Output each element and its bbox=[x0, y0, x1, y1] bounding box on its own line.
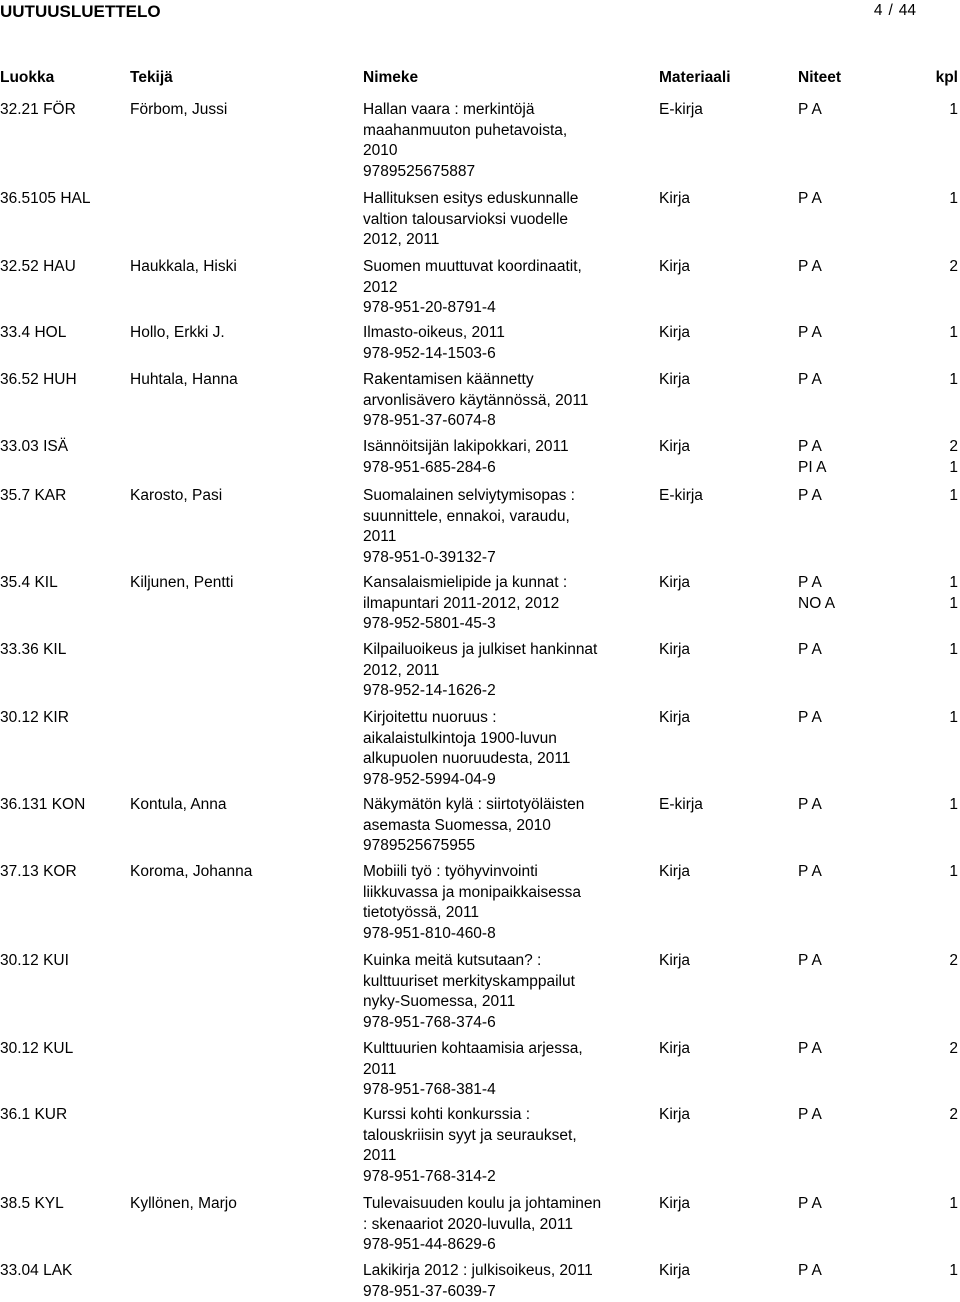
title-cell bbox=[363, 1261, 593, 1302]
author: Karosto, Pasi bbox=[130, 487, 223, 504]
note-code: P A bbox=[798, 574, 822, 591]
isbn: 978-951-44-8629-6 bbox=[363, 1236, 496, 1253]
page-current: 4 bbox=[873, 2, 883, 19]
title-line: Rakentamisen käännetty bbox=[363, 371, 534, 388]
quantity-cell bbox=[949, 951, 958, 972]
title-line: asemasta Suomessa, 2010 bbox=[363, 816, 551, 834]
class-code: 30.12 KUI bbox=[0, 952, 69, 969]
note-code: P A bbox=[798, 709, 822, 726]
note-code: P A bbox=[798, 863, 822, 880]
title-cell bbox=[363, 189, 578, 251]
class-code: 36.1 KUR bbox=[0, 1106, 68, 1123]
title-line: Isännöitsijän lakipokkari, 2011 bbox=[363, 438, 569, 455]
column-header-title: Nimeke bbox=[363, 69, 419, 86]
notes-cell bbox=[798, 323, 822, 344]
quantity-cell bbox=[949, 486, 958, 507]
title-line: Kurssi kohti konkurssia : bbox=[363, 1106, 531, 1123]
page-separator: / bbox=[888, 2, 893, 19]
class-code: 36.131 KON bbox=[0, 796, 86, 813]
author: Huhtala, Hanna bbox=[130, 371, 238, 388]
quantity: 2 bbox=[949, 258, 958, 275]
class-code: 38.5 KYL bbox=[0, 1195, 64, 1212]
quantity-cell bbox=[949, 1105, 958, 1126]
quantity: 1 bbox=[949, 324, 958, 341]
author: Hollo, Erkki J. bbox=[130, 324, 225, 341]
class-code: 36.52 HUH bbox=[0, 371, 77, 388]
title-line: alkupuolen nuoruudesta, 2011 bbox=[363, 750, 571, 767]
isbn: 978-951-0-39132-7 bbox=[363, 548, 496, 566]
title-cell bbox=[363, 486, 575, 568]
class-code: 36.5105 HAL bbox=[0, 190, 91, 207]
quantity: 1 bbox=[949, 796, 958, 813]
title-cell bbox=[363, 951, 575, 1033]
isbn: 978-951-810-460-8 bbox=[363, 924, 496, 942]
title-cell bbox=[363, 100, 567, 182]
note-code: NO A bbox=[798, 594, 836, 612]
notes-cell bbox=[798, 257, 822, 278]
title-line: ilmapuntari 2011-2012, 2012 bbox=[363, 594, 560, 612]
title-cell bbox=[363, 1039, 583, 1101]
column-header-author: Tekijä bbox=[130, 69, 173, 86]
title-line: Ilmasto-oikeus, 2011 bbox=[363, 324, 505, 341]
quantity: 1 bbox=[949, 458, 958, 476]
quantity-cell bbox=[949, 257, 958, 278]
title-cell bbox=[363, 795, 584, 857]
title-line: 2011 bbox=[363, 1060, 397, 1078]
material-type: Kirja bbox=[659, 371, 691, 388]
quantity: 2 bbox=[949, 1106, 958, 1123]
quantity-cell bbox=[949, 189, 958, 210]
title-cell bbox=[363, 1194, 601, 1256]
title-line: 2011 bbox=[363, 528, 397, 545]
note-code: P A bbox=[798, 1040, 822, 1057]
title-line: aikalaistulkintoja 1900-luvun bbox=[363, 729, 557, 747]
title-line: kulttuuriset merkityskamppailut bbox=[363, 972, 575, 990]
title-line: tietotyössä, 2011 bbox=[363, 904, 480, 921]
isbn: 978-951-768-314-2 bbox=[363, 1167, 496, 1185]
material-type: E-kirja bbox=[659, 796, 703, 813]
column-header-material: Materiaali bbox=[659, 69, 731, 86]
quantity: 1 bbox=[949, 594, 958, 612]
notes-cell bbox=[798, 370, 822, 391]
isbn: 978-952-14-1626-2 bbox=[363, 682, 496, 699]
quantity: 1 bbox=[949, 371, 958, 388]
quantity-cell bbox=[949, 1039, 958, 1060]
notes-cell bbox=[798, 951, 822, 972]
isbn: 978-951-768-374-6 bbox=[363, 1013, 496, 1031]
note-code: P A bbox=[798, 190, 822, 207]
note-code: P A bbox=[798, 952, 822, 969]
class-code: 32.21 FÖR bbox=[0, 101, 76, 118]
title-cell bbox=[363, 862, 581, 944]
quantity-cell bbox=[949, 1261, 958, 1282]
note-code: P A bbox=[798, 641, 822, 658]
notes-cell bbox=[798, 708, 822, 729]
class-code: 30.12 KIR bbox=[0, 709, 69, 726]
quantity: 1 bbox=[949, 101, 958, 118]
notes-cell bbox=[798, 862, 822, 883]
quantity-cell bbox=[949, 795, 958, 816]
quantity: 1 bbox=[949, 190, 958, 207]
title-cell bbox=[363, 437, 569, 478]
author: Kyllönen, Marjo bbox=[130, 1195, 237, 1212]
title-line: : skenaariot 2020-luvulla, 2011 bbox=[363, 1215, 573, 1233]
material-type: Kirja bbox=[659, 863, 691, 880]
material-type: E-kirja bbox=[659, 487, 703, 504]
notes-cell bbox=[798, 486, 822, 507]
title-line: arvonlisävero käytännössä, 2011 bbox=[363, 391, 589, 409]
quantity: 1 bbox=[949, 709, 958, 726]
quantity-cell bbox=[949, 862, 958, 883]
class-code: 30.12 KUL bbox=[0, 1040, 74, 1057]
note-code: P A bbox=[798, 1262, 822, 1279]
title-line: Hallan vaara : merkintöjä bbox=[363, 101, 535, 118]
author: Kiljunen, Pentti bbox=[130, 574, 234, 591]
quantity: 1 bbox=[949, 574, 958, 591]
note-code: P A bbox=[798, 796, 822, 813]
title-cell bbox=[363, 708, 570, 790]
notes-cell bbox=[798, 1105, 822, 1126]
title-cell bbox=[363, 573, 567, 635]
note-code: P A bbox=[798, 1195, 822, 1212]
title-line: suunnittele, ennakoi, varaudu, bbox=[363, 507, 570, 525]
isbn: 978-951-37-6074-8 bbox=[363, 412, 496, 429]
note-code: P A bbox=[798, 371, 822, 388]
quantity-cell bbox=[949, 708, 958, 729]
title-line: Hallituksen esitys eduskunnalle bbox=[363, 190, 579, 207]
class-code: 33.03 ISÄ bbox=[0, 438, 69, 455]
title-line: 2011 bbox=[363, 1147, 397, 1164]
notes-cell bbox=[798, 573, 835, 614]
title-cell bbox=[363, 323, 505, 364]
quantity-cell bbox=[949, 437, 958, 478]
class-code: 35.4 KIL bbox=[0, 574, 58, 591]
quantity: 1 bbox=[949, 1195, 958, 1212]
quantity-cell bbox=[949, 640, 958, 661]
isbn: 978-951-685-284-6 bbox=[363, 458, 496, 476]
quantity-cell bbox=[949, 370, 958, 391]
title-line: Lakikirja 2012 : julkisoikeus, 2011 bbox=[363, 1262, 593, 1279]
isbn: 978-952-14-1503-6 bbox=[363, 344, 496, 362]
title-line: Kansalaismielipide ja kunnat : bbox=[363, 574, 568, 591]
title-line: Kulttuurien kohtaamisia arjessa, bbox=[363, 1040, 583, 1057]
quantity-cell bbox=[949, 1194, 958, 1215]
column-header-notes: Niteet bbox=[798, 69, 842, 86]
title-cell bbox=[363, 640, 597, 702]
quantity: 2 bbox=[949, 952, 958, 969]
material-type: E-kirja bbox=[659, 101, 703, 118]
class-code: 33.4 HOL bbox=[0, 324, 67, 341]
material-type: Kirja bbox=[659, 324, 691, 341]
class-code: 32.52 HAU bbox=[0, 258, 76, 275]
note-code: P A bbox=[798, 487, 822, 504]
isbn: 978-952-5801-45-3 bbox=[363, 615, 496, 632]
column-header-class: Luokka bbox=[0, 69, 55, 86]
title-line: talouskriisin syyt ja seuraukset, bbox=[363, 1126, 577, 1144]
quantity-cell bbox=[949, 323, 958, 344]
notes-cell bbox=[798, 1194, 822, 1215]
title-line: valtion talousarvioksi vuodelle bbox=[363, 210, 569, 228]
material-type: Kirja bbox=[659, 1195, 691, 1212]
class-code: 37.13 KOR bbox=[0, 863, 77, 880]
title-line: Kirjoitettu nuoruus : bbox=[363, 709, 497, 726]
material-type: Kirja bbox=[659, 438, 691, 455]
isbn: 9789525675955 bbox=[363, 837, 476, 854]
title-cell bbox=[363, 1105, 577, 1187]
title-line: maahanmuuton puhetavoista, bbox=[363, 121, 568, 139]
class-code: 33.04 LAK bbox=[0, 1262, 73, 1279]
isbn: 9789525675887 bbox=[363, 162, 476, 180]
quantity-cell bbox=[949, 100, 958, 121]
quantity: 2 bbox=[949, 1040, 958, 1057]
material-type: Kirja bbox=[659, 574, 691, 591]
note-code: PI A bbox=[798, 458, 827, 476]
title-line: 2012, 2011 bbox=[363, 231, 440, 248]
class-code: 35.7 KAR bbox=[0, 487, 67, 504]
material-type: Kirja bbox=[659, 190, 691, 207]
isbn: 978-952-5994-04-9 bbox=[363, 770, 496, 788]
note-code: P A bbox=[798, 438, 822, 455]
title-line: Suomen muuttuvat koordinaatit, bbox=[363, 258, 582, 275]
material-type: Kirja bbox=[659, 641, 691, 658]
note-code: P A bbox=[798, 324, 822, 341]
notes-cell bbox=[798, 189, 822, 210]
quantity-cell bbox=[949, 573, 958, 614]
title-line: nyky-Suomessa, 2011 bbox=[363, 993, 516, 1010]
isbn: 978-951-37-6039-7 bbox=[363, 1282, 496, 1300]
class-code: 33.36 KIL bbox=[0, 641, 67, 658]
author: Koroma, Johanna bbox=[130, 863, 253, 880]
title-line: liikkuvassa ja monipaikkaisessa bbox=[363, 883, 581, 901]
material-type: Kirja bbox=[659, 1106, 691, 1123]
note-code: P A bbox=[798, 1106, 822, 1123]
title-line: Tulevaisuuden koulu ja johtaminen bbox=[363, 1195, 602, 1212]
material-type: Kirja bbox=[659, 709, 691, 726]
notes-cell bbox=[798, 437, 826, 478]
author: Kontula, Anna bbox=[130, 796, 227, 813]
title-line: 2010 bbox=[363, 142, 398, 159]
title-line: 2012, 2011 bbox=[363, 661, 440, 679]
note-code: P A bbox=[798, 101, 822, 118]
notes-cell bbox=[798, 1261, 822, 1282]
quantity: 1 bbox=[949, 641, 958, 658]
author: Haukkala, Hiski bbox=[130, 258, 237, 275]
material-type: Kirja bbox=[659, 1262, 691, 1279]
material-type: Kirja bbox=[659, 952, 691, 969]
title-line: Mobiili työ : työhyvinvointi bbox=[363, 863, 538, 880]
quantity: 1 bbox=[949, 1262, 958, 1279]
title-line: Kuinka meitä kutsutaan? : bbox=[363, 952, 542, 969]
notes-cell bbox=[798, 640, 822, 661]
page-title: UUTUUSLUETTELO bbox=[0, 2, 161, 21]
quantity: 1 bbox=[949, 863, 958, 880]
material-type: Kirja bbox=[659, 1040, 691, 1057]
material-type: Kirja bbox=[659, 258, 691, 275]
quantity: 1 bbox=[949, 487, 958, 504]
note-code: P A bbox=[798, 258, 822, 275]
author: Förbom, Jussi bbox=[130, 101, 228, 118]
isbn: 978-951-20-8791-4 bbox=[363, 299, 496, 316]
notes-cell bbox=[798, 795, 822, 816]
column-header-qty: kpl bbox=[935, 69, 958, 86]
isbn: 978-951-768-381-4 bbox=[363, 1081, 496, 1098]
title-line: Näkymätön kylä : siirtotyöläisten bbox=[363, 796, 585, 813]
title-line: Kilpailuoikeus ja julkiset hankinnat bbox=[363, 641, 598, 658]
notes-cell bbox=[798, 1039, 822, 1060]
notes-cell bbox=[798, 100, 822, 121]
title-cell bbox=[363, 370, 588, 432]
title-cell bbox=[363, 257, 582, 319]
title-line: 2012 bbox=[363, 278, 398, 296]
quantity: 2 bbox=[949, 438, 958, 455]
title-line: Suomalainen selviytymisopas : bbox=[363, 487, 575, 504]
page-total: 44 bbox=[898, 2, 916, 19]
